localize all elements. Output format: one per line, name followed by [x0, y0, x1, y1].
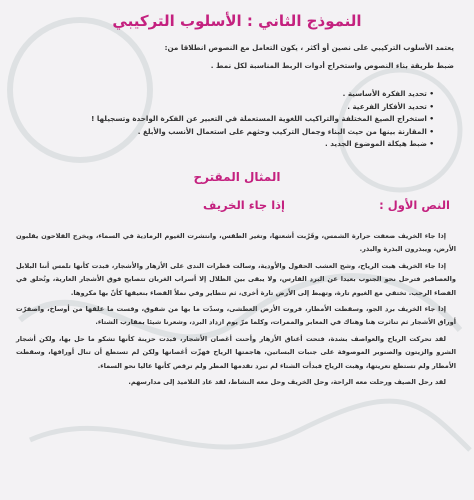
intro-section	[24, 42, 454, 78]
goals-list	[24, 88, 434, 151]
body-text	[16, 230, 456, 392]
paragraph: إذا جاء الخريف برد الجو، وسقطت الأمطار، فروت الأرض العطشى، وسدّت ما بها من شقوق، وقست ما علقها من أوساخ، واصفرّت أوراق الأشجار ثم تناثرت هنا وهناك في المعابر والممرات، وكلما مرّ يوم ازداد البرد، وشعرنا شيئا بمقارب الشتاء.	[16, 305, 456, 327]
section-subheading: المثال المقترح	[193, 170, 281, 184]
text-heading	[20, 198, 450, 218]
goal-item: • استخراج الصيغ المختلفة والتراكيب اللغوية المستعملة في التعبير عن الفكرة الواحدة وتسجيلها !	[24, 113, 434, 126]
intro-line: ضبط طريقة بناء النصوص واستخراج أدوات الربط المناسبة لكل نمط .	[210, 61, 454, 70]
text-label: النص الأول :	[379, 198, 450, 212]
paragraph: إذا جاء الخريف ضعفت حرارة الشمس، وقَرُبت أشعتها، وتغير الطقس، وانتشرت الغيوم الرمادية في السماء، ويخرج الفلاحون يقلبون الأرض، ويبذرون البذرة والبذر.	[16, 232, 456, 254]
paragraph: لقد تحركت الرياح والعواصف بشدة، فتحت أعناق الأزهار وأحنت أغصان الأشجار، فبدت حزينة كأنها تشكو ما حل بها، ولكن أشجار الشرو والزيتون والصنوبر الموصوفة على جنبات البساتين، هاجمتها الرياح فهزّت أغصانها ولكن لم تستطع أن تنال أوراقها، وسقطت الأمطار ولم تستطع تعريتها، وهبت الرياح فبدأت الشتاء لم تبرد تقدمها المطر ولم ترقص كأنها عاليا نحو السماء.	[16, 334, 456, 370]
page-title: النموذج الثاني : الأسلوب التركيبي	[112, 12, 362, 30]
text-title: إذا جاء الخريف	[203, 198, 285, 212]
paragraph: إذا جاء الخريف هبت الرياح، وشح العشب الحقول والأودية، وسالت قطرات الندى على الأزهار والأشجار، فبدت كأنها تلمس أننا البلابل والعصافير فترحل نحو الجنوب بعيدا عن البرد القارس، ولا يبقى بين الظلال إلا أسراب الغربان تتصايح فوق الأشجار العارية، وتُحلق في الفضاء الرحب. تختفي مع الغيوم تارة، وتهبط إلى الأرض تارة أخرى، ثم تتطاير وفي نملأ الفضاء بنعيقها كأنّ بها مكروها.	[16, 261, 456, 297]
goal-item: • ضبط هيكلة الموضوع الجديد .	[24, 138, 434, 151]
goal-item: • تحديد الأفكار الفرعية .	[24, 101, 434, 114]
intro-line: يعتمد الأسلوب التركيبي على نصين أو أكثر ، يكون التعامل مع النصوص انطلاقا من:	[164, 43, 454, 52]
paragraph: لقد رحل الصيف ورحلت معه الراحة، وحل الخريف وحل معه النشاط، لقد عاد التلاميذ إلى مدارسهم.	[128, 378, 446, 387]
goal-item: • تحديد الفكرة الأساسية .	[24, 88, 434, 101]
goal-item: • المقارنة بينها من حيث البناء وجمال التركيب وحثهم على استعمال الأنسب والأبلغ .	[24, 126, 434, 139]
